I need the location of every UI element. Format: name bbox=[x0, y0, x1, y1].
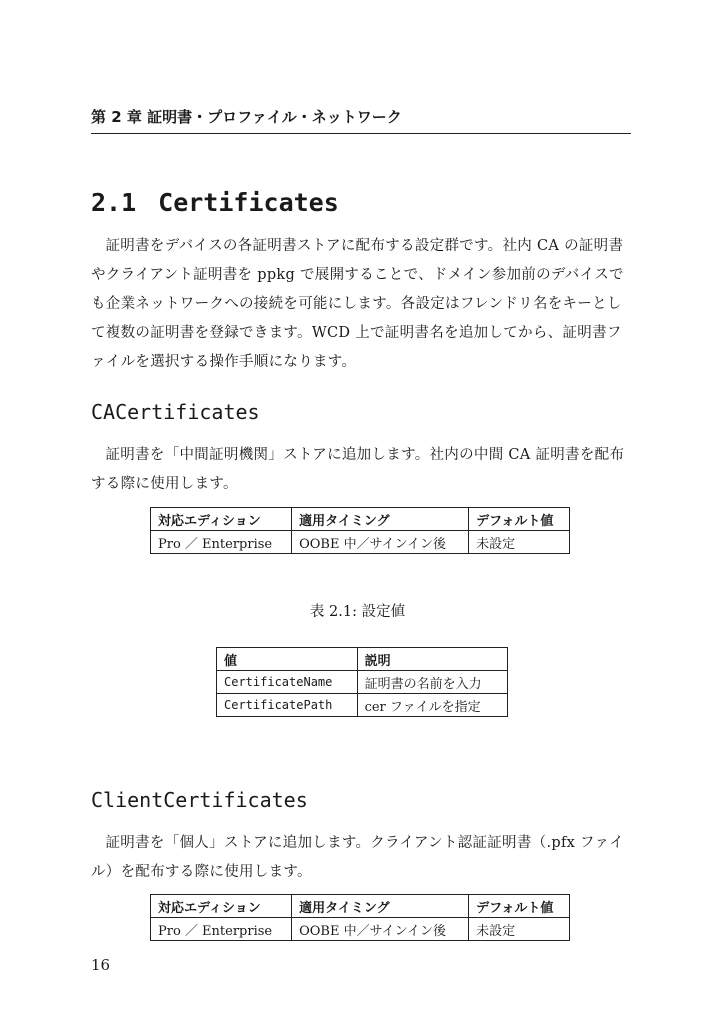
table-header-cell: 値 bbox=[217, 648, 358, 671]
page-number: 16 bbox=[91, 956, 111, 974]
table-header-cell: 適用タイミング bbox=[292, 895, 469, 918]
section-title-text: Certificates bbox=[158, 188, 339, 217]
table-header-row bbox=[217, 648, 508, 671]
table-cell: OOBE 中／サインイン後 bbox=[292, 918, 469, 941]
table-cell: 証明書の名前を入力 bbox=[357, 671, 507, 694]
table-row bbox=[217, 694, 508, 717]
chapter-header: 第 2 章 証明書・プロファイル・ネットワーク bbox=[91, 106, 631, 134]
section-intro: 証明書をデバイスの各証明書ストアに配布する設定群です。社内 CA の証明書やクライアント証明書を ppkg で展開することで、ドメイン参加前のデバイスでも企業ネットワークへの接続を可能にします。各設定はフレンドリ名をキーとして複数の証明書を登録できます。WCD 上で証明書名を追加してから、証明書ファイルを選択する操作手順になります。 bbox=[91, 238, 624, 370]
table-header-cell: 対応エディション bbox=[151, 508, 292, 531]
table-cell: Pro ／ Enterprise bbox=[151, 531, 292, 554]
values-table bbox=[216, 647, 508, 717]
ca-certificates-description: 証明書を「中間証明機関」ストアに追加します。社内の中間 CA 証明書を配布する際に使用します。 bbox=[91, 447, 625, 492]
table-cell: CertificateName bbox=[217, 671, 358, 694]
ca-certificates-heading: CACertificates bbox=[91, 400, 260, 424]
table-cell: CertificatePath bbox=[217, 694, 358, 717]
ca-edition-table bbox=[150, 507, 570, 554]
client-certificates-description: 証明書を「個人」ストアに追加します。クライアント認証証明書（.pfx ファイル）を配布する際に使用します。 bbox=[91, 835, 625, 880]
table-cell: 未設定 bbox=[469, 531, 570, 554]
table-cell: Pro ／ Enterprise bbox=[151, 918, 292, 941]
table-header-cell: デフォルト値 bbox=[469, 895, 570, 918]
table-row bbox=[151, 918, 570, 941]
section-title bbox=[91, 188, 339, 217]
table-caption: 表 2.1: 設定値 bbox=[309, 604, 406, 620]
client-edition-table bbox=[150, 894, 570, 941]
table-cell: OOBE 中／サインイン後 bbox=[292, 531, 469, 554]
section-number: 2.1 bbox=[91, 188, 137, 217]
table-header-cell: 説明 bbox=[357, 648, 507, 671]
table-header-cell: 適用タイミング bbox=[292, 508, 469, 531]
table-cell: 未設定 bbox=[469, 918, 570, 941]
table-header-row bbox=[151, 895, 570, 918]
table-header-cell: デフォルト値 bbox=[469, 508, 570, 531]
table-header-cell: 対応エディション bbox=[151, 895, 292, 918]
table-row bbox=[217, 671, 508, 694]
client-certificates-heading: ClientCertificates bbox=[91, 788, 308, 812]
table-header-row bbox=[151, 508, 570, 531]
table-cell: cer ファイルを指定 bbox=[357, 694, 507, 717]
table-row bbox=[151, 531, 570, 554]
